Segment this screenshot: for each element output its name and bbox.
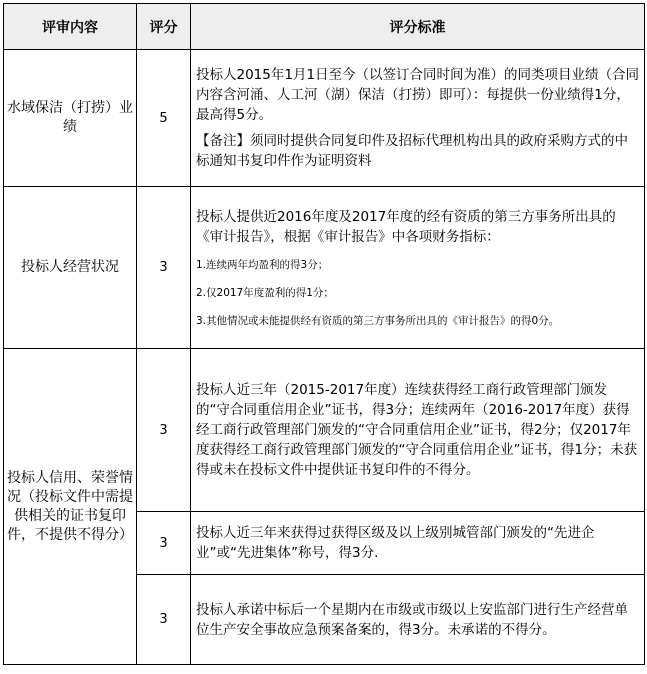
header-score: 评分 [137, 4, 191, 50]
criteria-list-item: 3.其他情况或未能提供经有资质的第三方事务所出具的《审计报告》的得0分。 [196, 314, 560, 327]
criteria-text: 投标人提供近2016年度及2017年度的经有资质的第三方事务所出具的《审计报告》，根据《审计报告》中各项财务指标： [196, 208, 616, 245]
score-cell: 5 [137, 50, 191, 187]
criteria-note: 【备注】须同时提供合同复印件及招标代理机构出具的政府采购方式的中标通知书复印件作为证明资料 [196, 133, 628, 169]
criteria-cell [191, 575, 645, 665]
criteria-list-item: 1.连续两年均盈利的得3分； [196, 258, 329, 271]
criteria-cell [191, 50, 645, 187]
item-cell: 水域保洁（打捞）业绩 [4, 50, 137, 187]
table-header-row [4, 4, 645, 50]
criteria-text: 投标人承诺中标后一个星期内在市级或市级以上安监部门进行生产经营单位生产安全事故应急预案备案的，得3分。未承诺的不得分。 [196, 601, 628, 638]
table-row [4, 349, 645, 512]
scoring-table [3, 3, 645, 665]
header-item: 评审内容 [4, 4, 137, 50]
criteria-text: 投标人近三年来获得过获得区级及以上级别城管部门颁发的“先进企业”或“先进集体”称号，得3分. [196, 525, 595, 561]
criteria-text: 投标人近三年（2015-2017年度）连续获得经工商行政管理部门颁发的“守合同重信用企业”证书，得3分；连续两年（2016-2017年度）获得经工商行政管理部门颁发的“守合同重信用企业”证书，得2分；仅2017年度获得经工商行政管理部门颁发的“守合同重信用企业”证书，得1分；未获得或未在投标文件中提供证书复印件的不得分。 [196, 382, 638, 478]
table-row [4, 187, 645, 349]
criteria-cell [191, 349, 645, 512]
score-cell: 3 [137, 349, 191, 512]
criteria-cell [191, 187, 645, 349]
item-cell: 投标人信用、荣誉情况（投标文件中需提供相关的证书复印件，不提供不得分） [4, 349, 137, 665]
item-cell: 投标人经营状况 [4, 187, 137, 349]
header-criteria: 评分标准 [191, 4, 645, 50]
score-cell: 3 [137, 512, 191, 575]
score-cell: 3 [137, 575, 191, 665]
score-cell: 3 [137, 187, 191, 349]
criteria-list-item: 2.仅2017年度盈利的得1分； [196, 286, 334, 299]
table-row [4, 50, 645, 187]
criteria-cell [191, 512, 645, 575]
criteria-text: 投标人2015年1月1日至今（以签订合同时间为准）的同类项目业绩（合同内容含河涌、人工河（湖）保洁（打捞）即可）：每提供一份业绩得1分，最高得5分。 [196, 67, 640, 123]
